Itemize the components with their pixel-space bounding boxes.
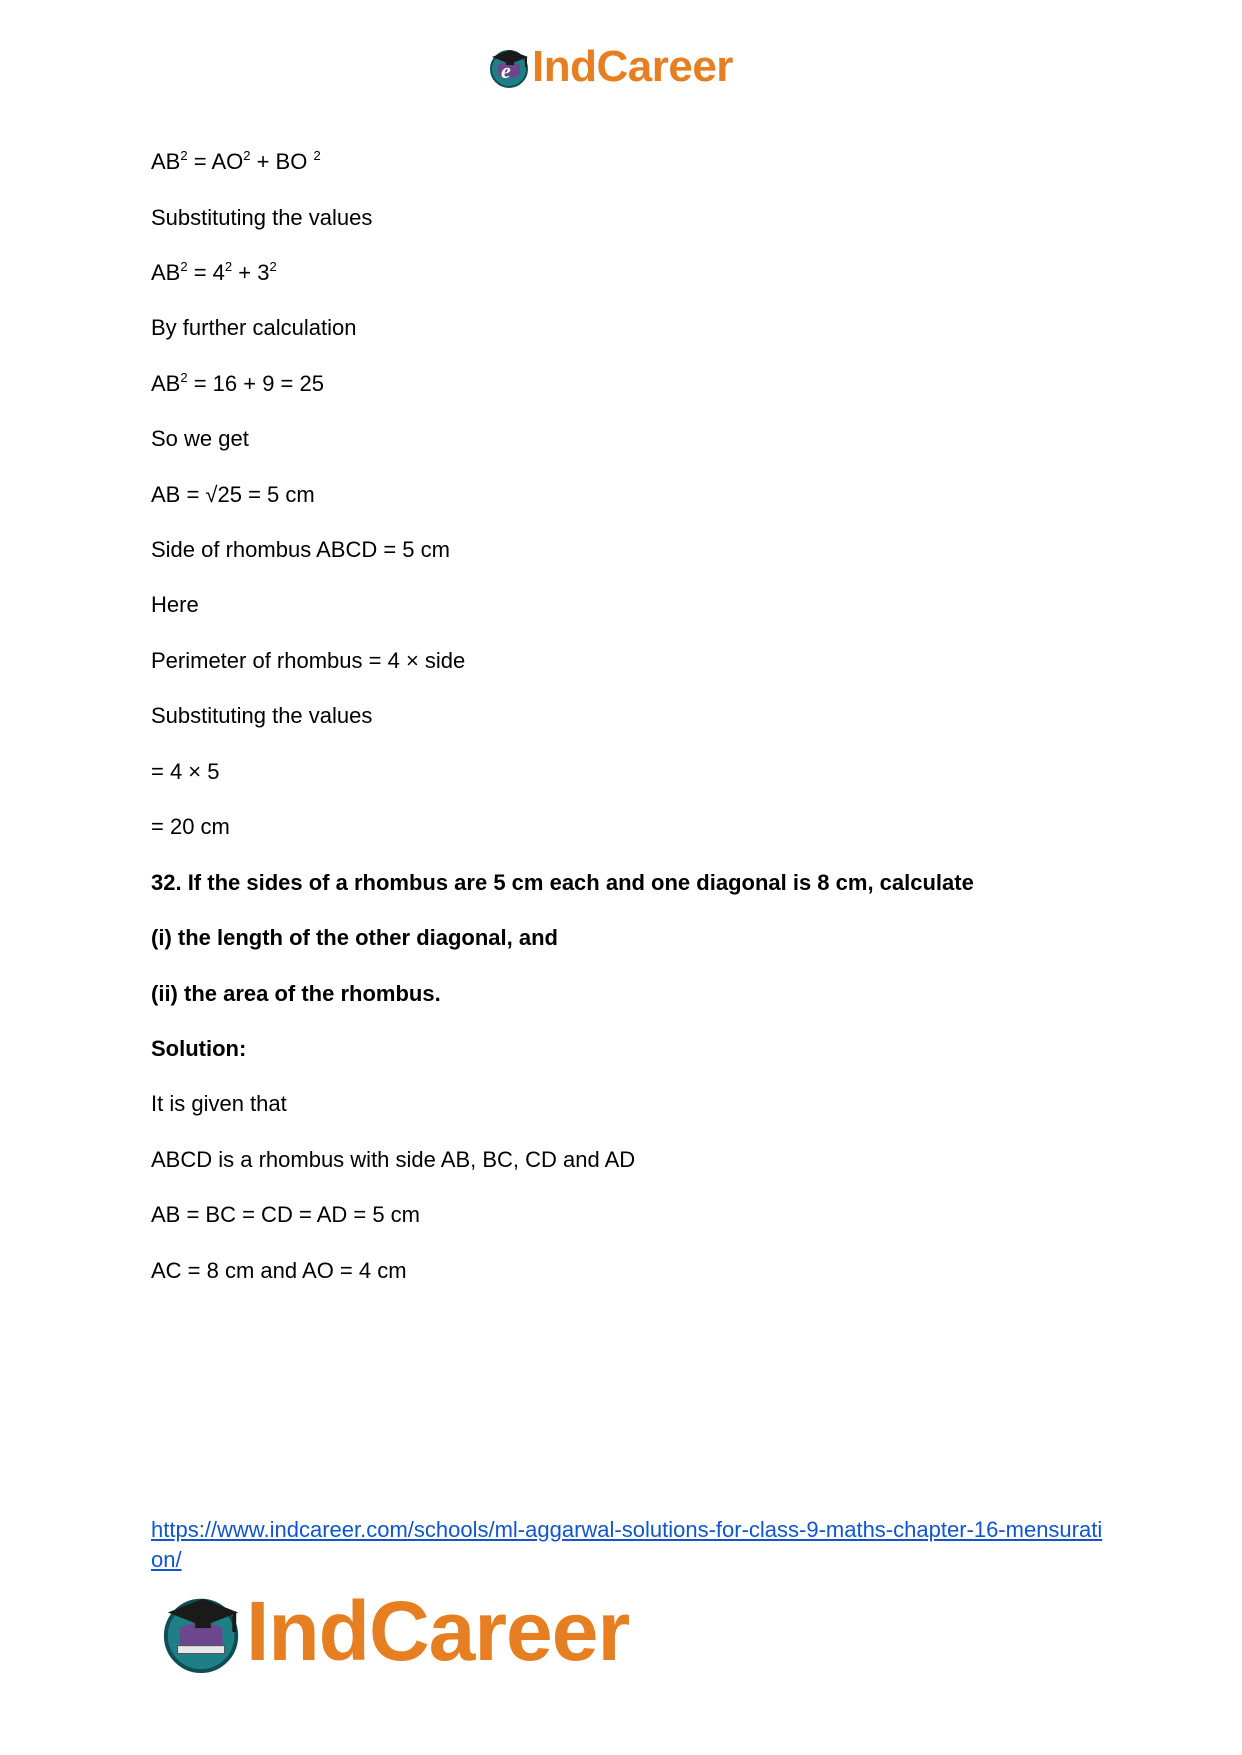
text-line-12: = 4 × 5	[151, 759, 220, 784]
graduation-globe-icon	[160, 1589, 246, 1675]
svg-text:e: e	[501, 58, 511, 83]
text-line-11: Substituting the values	[151, 703, 373, 728]
solution-line-2: ABCD is a rhombus with side AB, BC, CD and AD	[151, 1147, 636, 1172]
site-logo-top	[488, 42, 733, 92]
text-line-9: Here	[151, 592, 199, 617]
logo-wordmark: IndCareer	[532, 42, 733, 91]
text-line-4: By further calculation	[151, 315, 357, 340]
text-line-8: Side of rhombus ABCD = 5 cm	[151, 537, 450, 562]
logo-wordmark: IndCareer	[246, 1584, 630, 1678]
question-32: 32. If the sides of a rhombus are 5 cm each and one diagonal is 8 cm, calculate	[151, 870, 974, 895]
graduation-globe-icon	[488, 45, 532, 89]
solution-heading: Solution:	[151, 1036, 247, 1061]
equation-line-3: $AB^2 = 4^2 + 3^2$	[151, 259, 277, 285]
source-url-link[interactable]: https://www.indcareer.com/schools/ml-aggarwal-solutions-for-class-9-maths-chapter-16-mensuration/	[151, 1517, 1103, 1572]
equation-line-1: $AB^2 = AO^2$ + BO $^2$	[151, 148, 321, 174]
solution-line-3: AB = BC = CD = AD = 5 cm	[151, 1202, 420, 1227]
text-line-7: AB = √25 = 5 cm	[151, 482, 315, 507]
equation-line-5: $AB^2 = 16 + 9 = 25$	[151, 370, 324, 396]
text-line-2: Substituting the values	[151, 205, 373, 230]
question-32-part-i: (i) the length of the other diagonal, and	[151, 925, 558, 950]
text-line-13: = 20 cm	[151, 814, 230, 839]
text-line-6: So we get	[151, 426, 249, 451]
question-32-part-ii: (ii) the area of the rhombus.	[151, 981, 441, 1006]
solution-line-1: It is given that	[151, 1091, 287, 1116]
site-logo-bottom	[160, 1583, 629, 1680]
text-line-10: Perimeter of rhombus = 4 × side	[151, 648, 466, 673]
solution-line-4: AC = 8 cm and AO = 4 cm	[151, 1258, 407, 1283]
